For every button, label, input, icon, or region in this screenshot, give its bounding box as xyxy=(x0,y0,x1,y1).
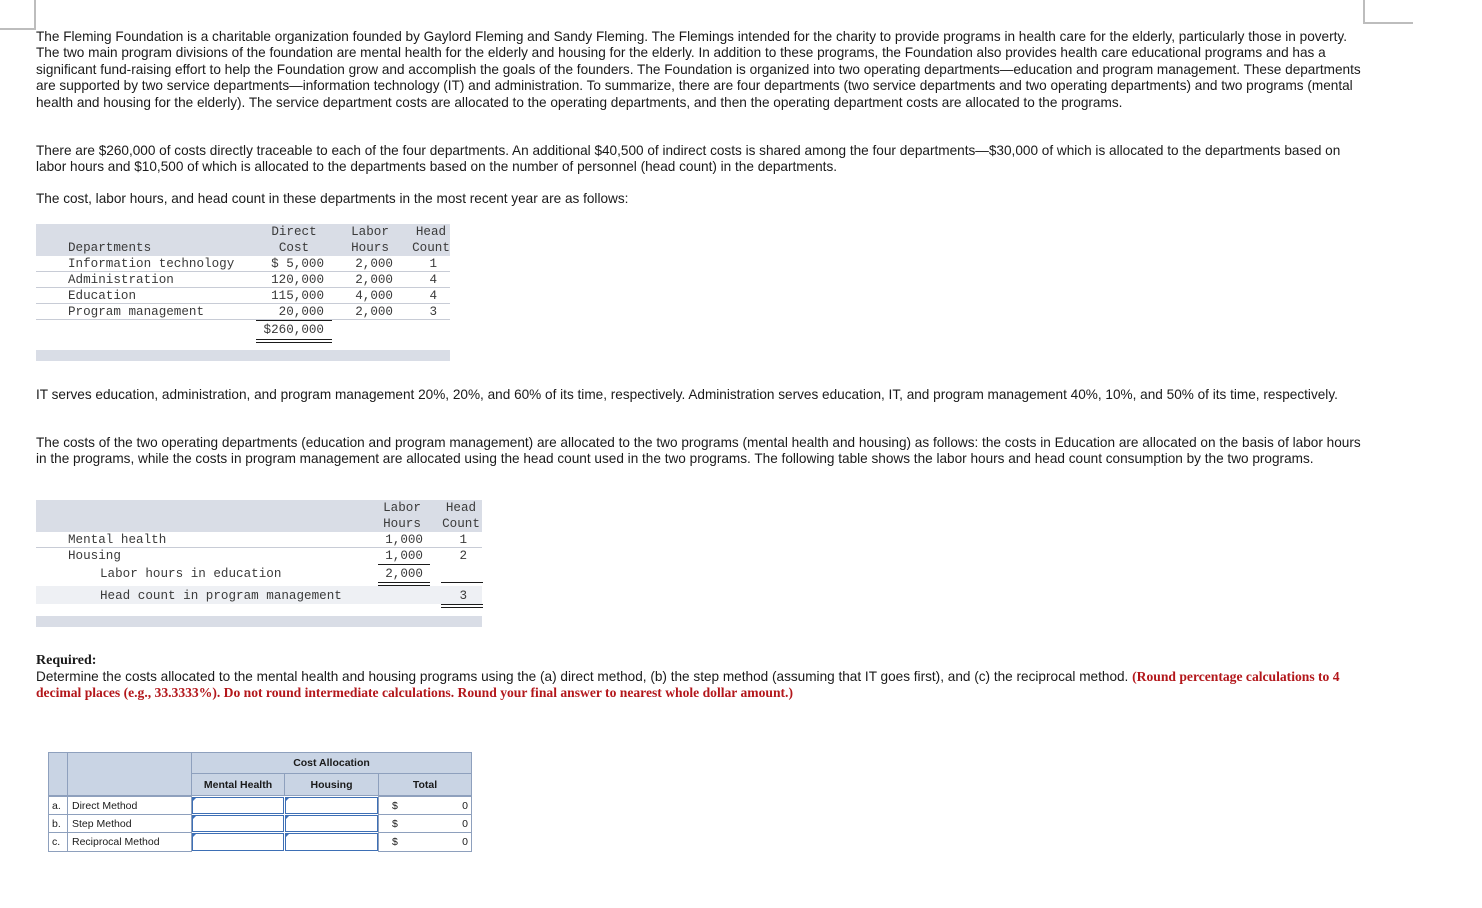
dept-cost-total: $260,000 xyxy=(263,323,324,337)
dept-cost: 115,000 xyxy=(271,289,324,303)
header-hours: Hours xyxy=(351,241,389,255)
total-header: Total xyxy=(378,773,472,796)
row-label-reciprocal-method: Reciprocal Method xyxy=(67,832,192,852)
dept-hours: 2,000 xyxy=(355,305,393,319)
currency-symbol: $ xyxy=(392,817,398,830)
row-letter: a. xyxy=(48,796,68,815)
direct-method-mental-health-input[interactable] xyxy=(192,797,284,814)
head-total-label: Head count in program management xyxy=(100,589,342,603)
header-cost: Cost xyxy=(278,241,310,255)
middle-paragraph-1: IT serves education, administration, and program management 20%, 20%, and 60% of its time, respectively. Administration serves education, IT, and program management 40%, 10%, and 50% of its time, respectively. xyxy=(36,387,1338,402)
mental-health-header: Mental Health xyxy=(191,773,285,796)
program-name: Mental health xyxy=(68,533,167,547)
dept-name: Information technology xyxy=(68,257,235,271)
program-header-count: Count xyxy=(442,517,480,531)
dept-name: Education xyxy=(68,289,137,303)
header-departments: Departments xyxy=(68,241,152,255)
program-hours: 1,000 xyxy=(385,533,423,547)
program-hours: 1,000 xyxy=(385,549,423,563)
labor-total: 2,000 xyxy=(385,567,423,581)
dept-cost: $ 5,000 xyxy=(271,257,324,271)
table-footer-band xyxy=(36,350,450,361)
program-header-labor: Labor xyxy=(383,501,421,515)
labor-total-label: Labor hours in education xyxy=(100,567,282,581)
head-total: 3 xyxy=(459,589,467,603)
required-title: Required: xyxy=(36,653,97,668)
intro-paragraph-1: The Fleming Foundation is a charitable organization founded by Gaylord Fleming and Sandy Fleming. The Flemings intended for the charity to provide programs in health care for the elderly, particularly those in poverty. The two main program divisions of the foundation are mental health for the elderly and housing for the elderly. In addition to these programs, the Foundation also provides health care educational programs and has a significant fund-raising effort to help the Foundation grow and accomplish the goals of the founders. The Foundation is organized into two operating departments—education and program management. These departments are supported by two service departments—information technology (IT) and administration. To summarize, there are four departments (two service departments and two operating departments) and two programs (mental health and housing for the elderly). The service department costs are allocated to the operating departments, and then the operating department costs are allocated to the programs. xyxy=(36,29,1361,110)
total-value: 0 xyxy=(462,836,468,848)
middle-paragraph-2: The costs of the two operating departments (education and program management) are allocated to the two programs (mental health and housing) as follows: the costs in Education are allocated on the basis of labor hours in the programs, while the costs in program management are allocated using the head count used in the two programs. The following table shows the labor hours and head count consumption by the two programs. xyxy=(36,435,1361,467)
header-count: Count xyxy=(412,241,450,255)
program-name: Housing xyxy=(68,549,121,563)
direct-method-housing-input[interactable] xyxy=(285,797,378,814)
housing-header: Housing xyxy=(284,773,379,796)
cost-allocation-header: Cost Allocation xyxy=(191,752,472,774)
intro-paragraph-3: The cost, labor hours, and head count in these departments in the most recent year are as follows: xyxy=(36,191,629,206)
step-method-mental-health-input[interactable] xyxy=(192,815,284,832)
dept-name: Program management xyxy=(68,305,205,319)
rounding-note: (Round percentage calculations to 4 decimal places (e.g., 33.3333%). Do not round intermediate calculations. Round your final answer to nearest whole dollar amount.) xyxy=(36,669,1340,701)
program-footer-band xyxy=(36,616,482,627)
reciprocal-method-total xyxy=(378,832,472,852)
corner-bracket-left xyxy=(0,0,36,30)
answer-grid xyxy=(48,752,472,852)
required-text xyxy=(36,669,1366,702)
dept-count: 3 xyxy=(429,305,437,319)
dept-hours: 2,000 xyxy=(355,273,393,287)
dept-count: 4 xyxy=(429,289,437,303)
program-count: 1 xyxy=(459,533,467,547)
currency-symbol: $ xyxy=(392,836,398,848)
dept-name: Administration xyxy=(68,273,174,287)
corner-bracket-right xyxy=(1363,0,1413,24)
row-letter: c. xyxy=(48,832,68,852)
program-header-head: Head xyxy=(445,501,477,515)
dept-cost: 20,000 xyxy=(278,305,324,319)
step-method-housing-input[interactable] xyxy=(285,815,378,832)
row-label-step-method: Step Method xyxy=(67,814,192,833)
dept-hours: 2,000 xyxy=(355,257,393,271)
required-instructions: Determine the costs allocated to the mental health and housing programs using the (a) direct method, (b) the step method (assuming that IT goes first), and (c) the reciprocal method. xyxy=(36,669,1129,684)
program-count: 2 xyxy=(459,549,467,563)
intro-paragraph-2: There are $260,000 of costs directly traceable to each of the four departments. An additional $40,500 of indirect costs is shared among the four departments—$30,000 of which is allocated to the departments based on labor hours and $10,500 of which is allocated to the departments based on the number of personnel (head count) in the departments. xyxy=(36,143,1341,175)
dept-cost: 120,000 xyxy=(271,273,324,287)
dept-count: 4 xyxy=(429,273,437,287)
header-head: Head xyxy=(415,225,447,239)
direct-method-total xyxy=(378,796,472,815)
header-labor: Labor xyxy=(351,225,389,239)
row-letter: b. xyxy=(48,814,68,833)
reciprocal-method-housing-input[interactable] xyxy=(285,833,378,851)
dept-count: 1 xyxy=(429,257,437,271)
step-method-total xyxy=(378,814,472,833)
currency-symbol: $ xyxy=(392,799,398,812)
reciprocal-method-mental-health-input[interactable] xyxy=(192,833,284,851)
total-value: 0 xyxy=(462,799,468,812)
dept-hours: 4,000 xyxy=(355,289,393,303)
program-header-hours: Hours xyxy=(383,517,421,531)
total-value: 0 xyxy=(462,817,468,830)
row-label-direct-method: Direct Method xyxy=(67,796,192,815)
header-direct: Direct xyxy=(271,225,317,239)
